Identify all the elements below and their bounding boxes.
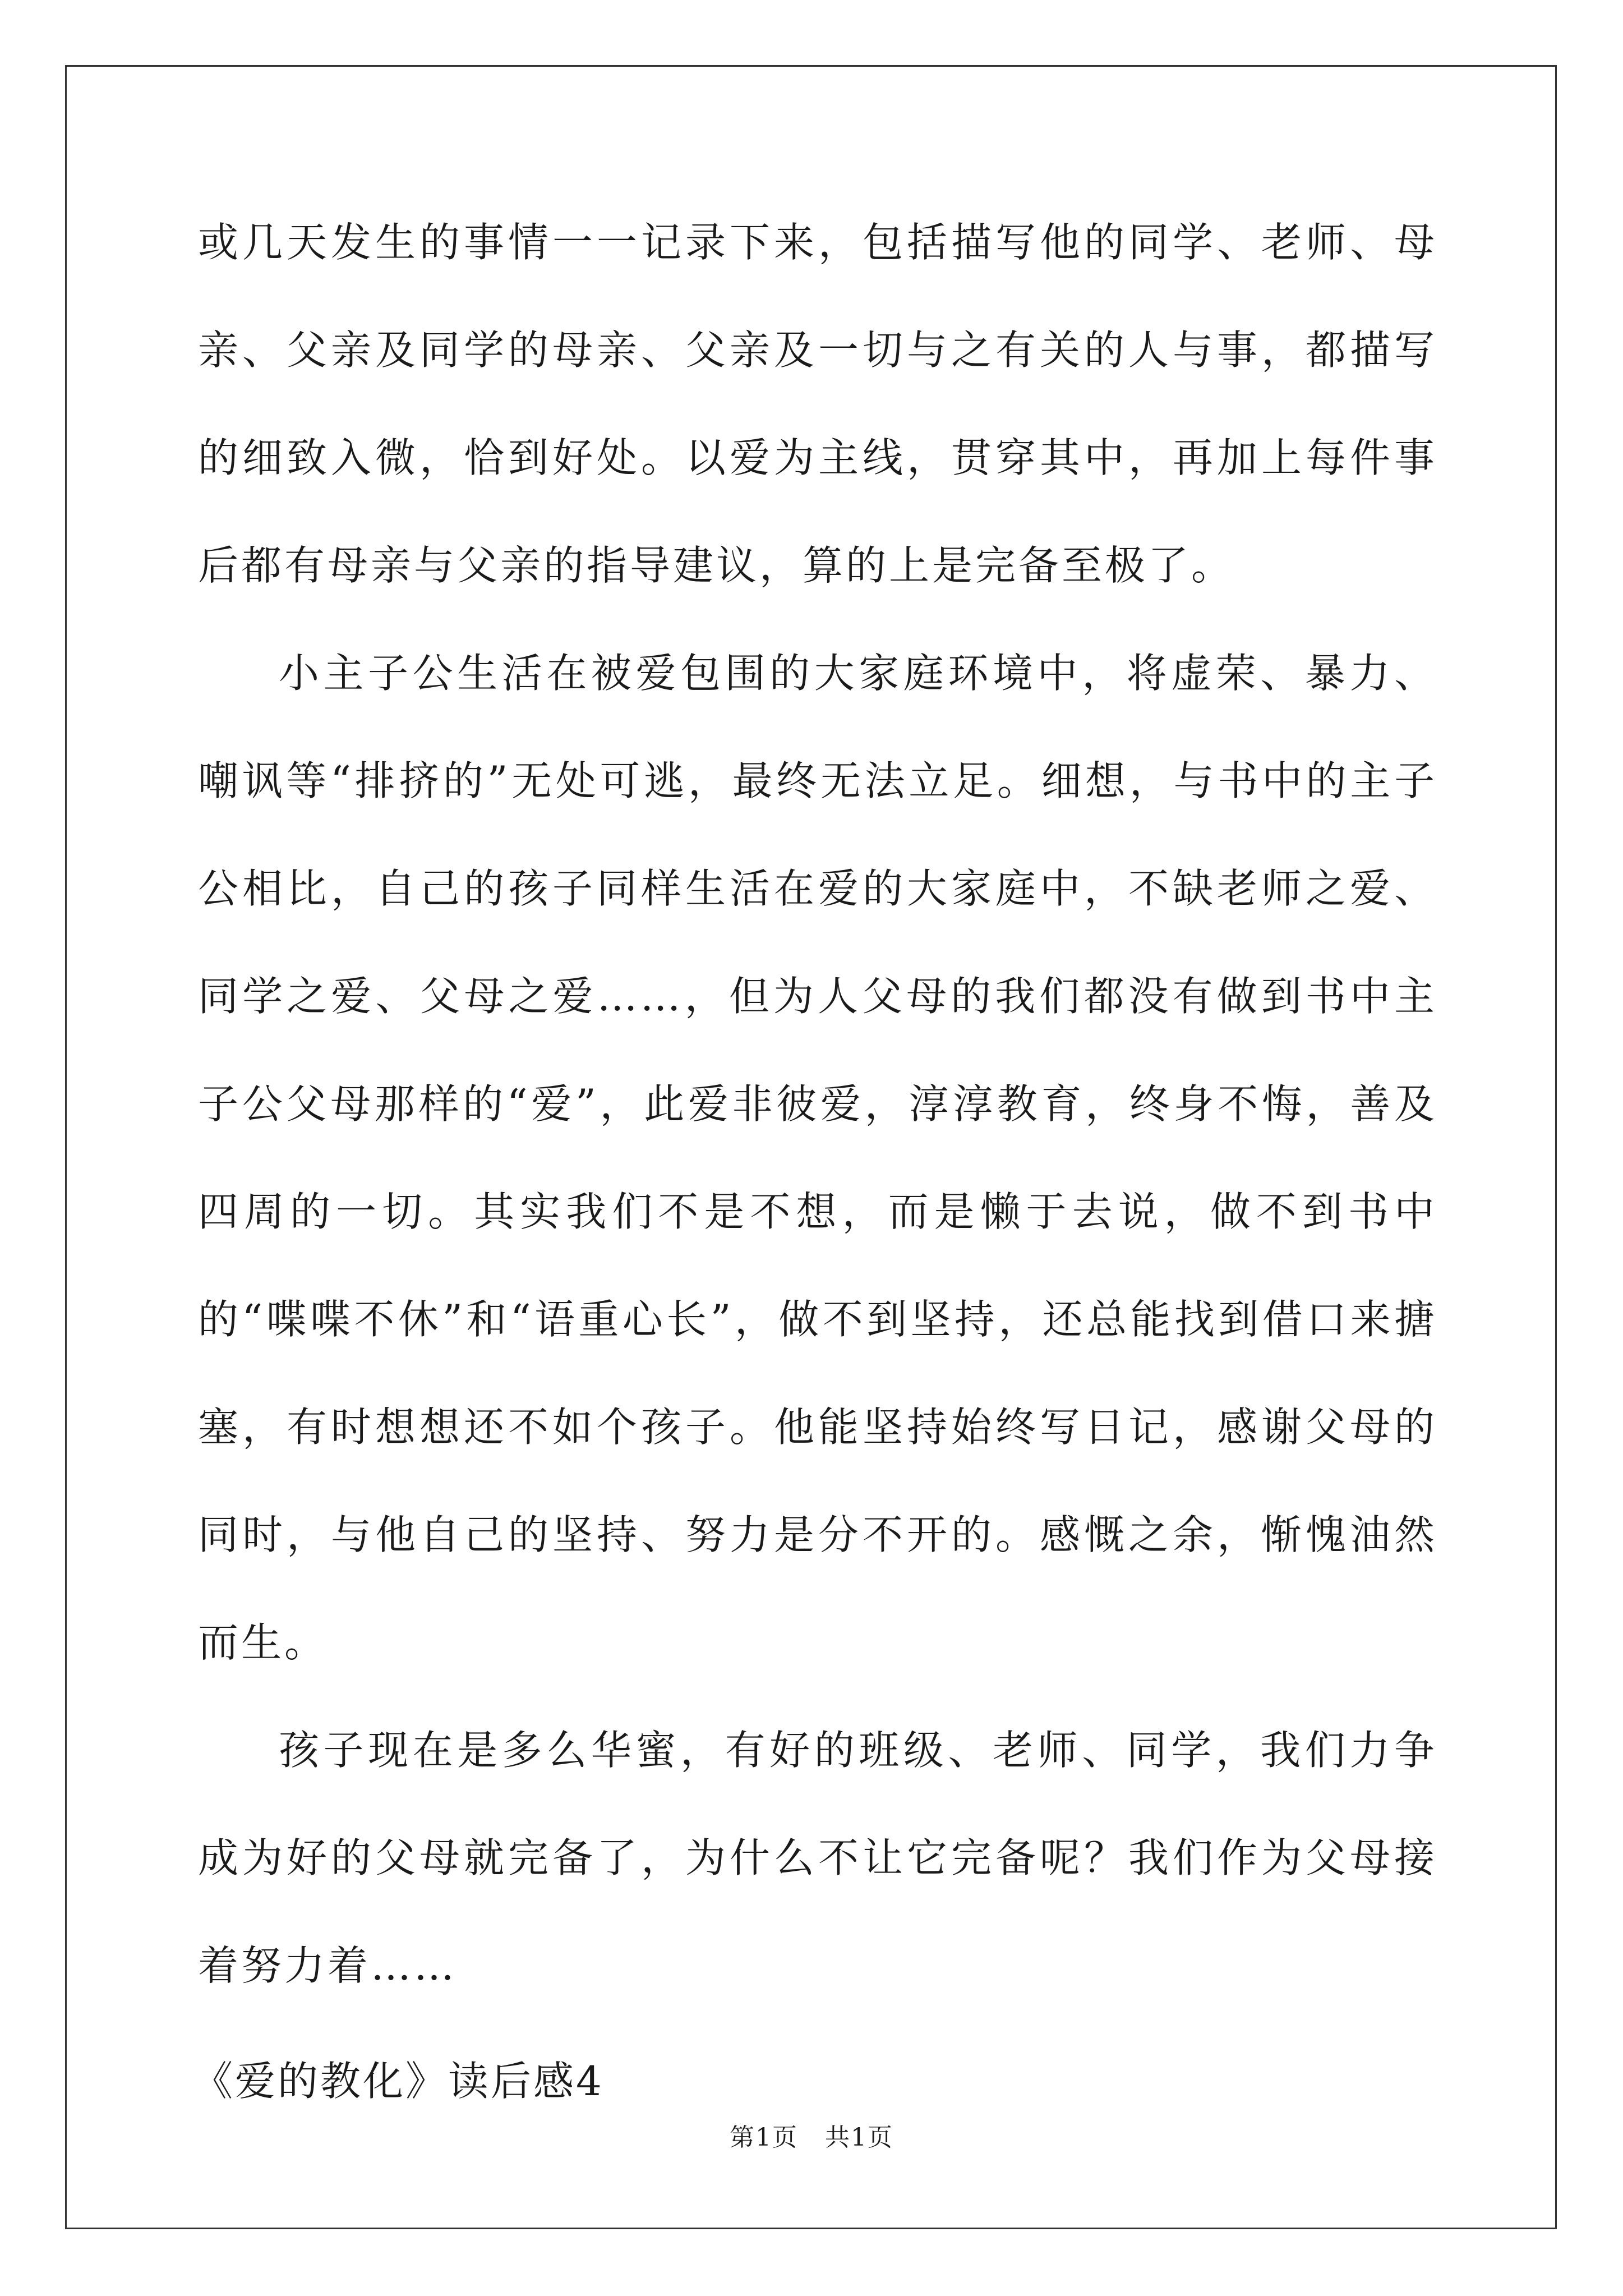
- paragraph-3: 孩子现在是多么华蜜，有好的班级、老师、同学，我们力争成为好的父母就完备了，为什么不让它完备呢？我们作为父母接着努力着……: [198, 1727, 1437, 1989]
- document-body: [192, 188, 1437, 2135]
- page-number-current: 第1页: [730, 2123, 798, 2152]
- page-number-total: 共1页: [825, 2123, 893, 2152]
- paragraph-1: 或几天发生的事情一一记录下来，包括描写他的同学、老师、母亲、父亲及同学的母亲、父亲及一切与之有关的人与事，都描写的细致入微，恰到好处。以爱为主线，贯穿其中，再加上每件事后都有母亲与父亲的指导建议，算的上是完备至极了。: [198, 219, 1437, 589]
- section-heading: 《爱的教化》读后感4: [192, 2058, 604, 2105]
- paragraph-2: 小主子公生活在被爱包围的大家庭环境中，将虚荣、暴力、嘲讽等“排挤的”无处可逃，最终无法立足。细想，与书中的主子公相比，自己的孩子同样生活在爱的大家庭中，不缺老师之爱、同学之爱、父母之爱……，但为人父母的我们都没有做到书中主子公父母那样的“爱”，此爱非彼爱，淳淳教育，终身不悔，善及四周的一切。其实我们不是不想，而是懒于去说，做不到书中的“喋喋不休”和“语重心长”，做不到坚持，还总能找到借口来搪塞，有时想想还不如个孩子。他能坚持始终写日记，感谢父母的同时，与他自己的坚持、努力是分不开的。感慨之余，惭愧油然而生。: [198, 650, 1437, 1666]
- page-footer: [0, 2121, 1623, 2155]
